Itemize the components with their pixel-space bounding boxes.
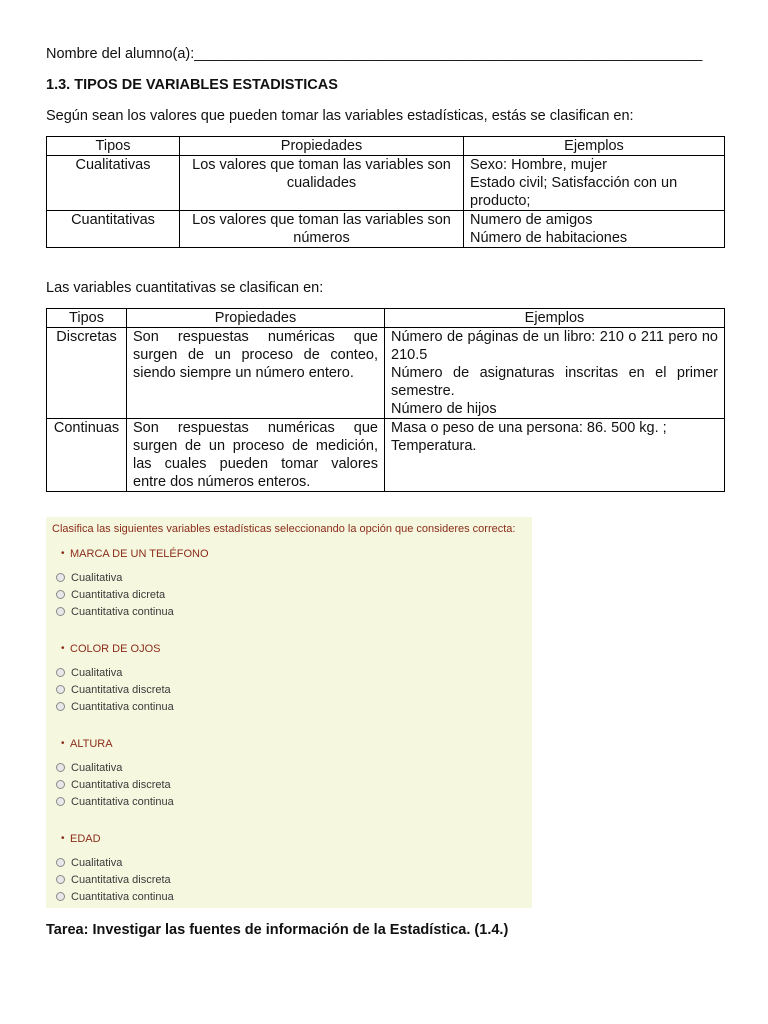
radio-option[interactable]	[56, 795, 174, 809]
example-text: Masa o peso de una persona: 86. 500 kg. ;	[391, 420, 667, 436]
option-label: Cuantitativa continua	[71, 606, 174, 618]
question-label: COLOR DE OJOS	[70, 643, 161, 655]
radio-button-icon[interactable]	[56, 668, 65, 677]
question-title	[61, 642, 161, 656]
radio-option[interactable]	[56, 856, 122, 870]
student-name-line: Nombre del alumno(a):_______________________________________________________________	[46, 46, 703, 62]
question-label: ALTURA	[70, 738, 113, 750]
radio-button-icon[interactable]	[56, 875, 65, 884]
section-title: 1.3. TIPOS DE VARIABLES ESTADISTICAS	[46, 77, 338, 93]
column-header: Tipos	[47, 137, 180, 156]
radio-button-icon[interactable]	[56, 607, 65, 616]
example-text: Número de páginas de un libro: 210 o 211 pero no 210.5	[391, 329, 718, 363]
quantitative-intro-text: Las variables cuantitativas se clasifican en:	[46, 280, 324, 296]
column-header: Propiedades	[127, 309, 385, 328]
radio-button-icon[interactable]	[56, 780, 65, 789]
example-text: Estado civil; Satisfacción con un producto;	[470, 175, 678, 209]
question-label: MARCA DE UN TELÉFONO	[70, 548, 209, 560]
radio-button-icon[interactable]	[56, 858, 65, 867]
table-header-row	[47, 309, 725, 328]
radio-option[interactable]	[56, 666, 122, 680]
radio-option[interactable]	[56, 700, 174, 714]
example-text: Sexo: Hombre, mujer	[470, 157, 607, 173]
column-header: Ejemplos	[385, 309, 725, 328]
propiedad-cell: Los valores que toman las variables son cualidades	[180, 156, 464, 211]
quiz-instruction: Clasifica las siguientes variables estadísticas seleccionando la opción que consideres correcta:	[52, 523, 516, 535]
question-title	[61, 737, 113, 751]
radio-option[interactable]	[56, 571, 122, 585]
radio-option[interactable]	[56, 873, 171, 887]
question-title	[61, 832, 101, 846]
tipo-cell: Cuantitativas	[47, 211, 180, 248]
radio-option[interactable]	[56, 605, 174, 619]
radio-button-icon[interactable]	[56, 685, 65, 694]
bullet-icon: •	[61, 738, 65, 749]
intro-text: Según sean los valores que pueden tomar las variables estadísticas, estás se clasifican en:	[46, 108, 634, 124]
radio-button-icon[interactable]	[56, 892, 65, 901]
propiedad-cell: Son respuestas numéricas que surgen de un proceso de conteo, siendo siempre un número entero.	[127, 328, 385, 419]
option-label: Cuantitativa continua	[71, 796, 174, 808]
table-row	[47, 156, 725, 211]
ejemplos-cell	[385, 419, 725, 492]
option-label: Cuantitativa continua	[71, 891, 174, 903]
column-header: Ejemplos	[464, 137, 725, 156]
example-text: Número de asignaturas inscritas en el primer semestre.	[391, 365, 718, 399]
homework-task: Tarea: Investigar las fuentes de información de la Estadística. (1.4.)	[46, 922, 509, 938]
radio-option[interactable]	[56, 761, 122, 775]
radio-button-icon[interactable]	[56, 573, 65, 582]
table-row	[47, 211, 725, 248]
radio-option[interactable]	[56, 588, 165, 602]
option-label: Cualitativa	[71, 762, 123, 774]
example-text: Número de hijos	[391, 401, 497, 417]
classification-quiz	[46, 517, 532, 908]
radio-button-icon[interactable]	[56, 590, 65, 599]
example-text: Numero de amigos	[470, 212, 593, 228]
propiedad-cell: Son respuestas numéricas que surgen de un proceso de medición, las cuales pueden tomar valores entre dos números enteros.	[127, 419, 385, 492]
example-text: Temperatura.	[391, 438, 477, 454]
radio-button-icon[interactable]	[56, 797, 65, 806]
bullet-icon: •	[61, 548, 65, 559]
option-label: Cualitativa	[71, 572, 123, 584]
radio-option[interactable]	[56, 683, 171, 697]
ejemplos-cell	[464, 156, 725, 211]
question-label: EDAD	[70, 833, 101, 845]
bullet-icon: •	[61, 643, 65, 654]
example-text: Número de habitaciones	[470, 230, 628, 246]
table-row	[47, 328, 725, 419]
radio-option[interactable]	[56, 890, 174, 904]
tipo-cell: Discretas	[47, 328, 127, 419]
option-label: Cuantitativa discreta	[71, 684, 171, 696]
ejemplos-cell	[385, 328, 725, 419]
tipo-cell: Cualitativas	[47, 156, 180, 211]
option-label: Cuantitativa discreta	[71, 779, 171, 791]
table-header-row	[47, 137, 725, 156]
radio-button-icon[interactable]	[56, 702, 65, 711]
radio-option[interactable]	[56, 778, 171, 792]
option-label: Cuantitativa discreta	[71, 874, 171, 886]
option-label: Cualitativa	[71, 667, 123, 679]
option-label: Cuantitativa continua	[71, 701, 174, 713]
column-header: Propiedades	[180, 137, 464, 156]
bullet-icon: •	[61, 833, 65, 844]
option-label: Cualitativa	[71, 857, 123, 869]
variables-types-table	[46, 136, 725, 248]
radio-button-icon[interactable]	[56, 763, 65, 772]
table-row	[47, 419, 725, 492]
question-title	[61, 547, 209, 561]
tipo-cell: Continuas	[47, 419, 127, 492]
ejemplos-cell	[464, 211, 725, 248]
column-header: Tipos	[47, 309, 127, 328]
propiedad-cell: Los valores que toman las variables son números	[180, 211, 464, 248]
quantitative-types-table	[46, 308, 725, 492]
option-label: Cuantitativa dicreta	[71, 589, 166, 601]
